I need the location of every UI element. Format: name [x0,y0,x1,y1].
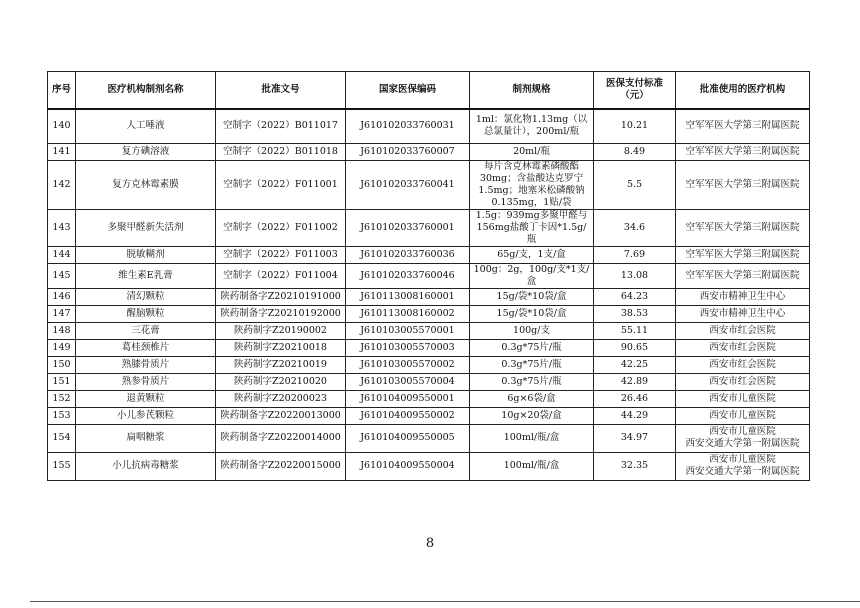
insurance-code: J610102033760001 [346,209,470,246]
insurance-code: J610104009550004 [346,452,470,480]
drug-name: 维生素E乳膏 [76,263,216,288]
specification: 10g×20袋/盒 [470,407,594,424]
table-row [48,407,810,424]
insurance-code: J610102033760031 [346,109,470,143]
specification: 0.3g*75片/瓶 [470,373,594,390]
approved-institution: 西安市红会医院 [676,356,810,373]
specification: 1.5g：939mg多聚甲醛与156mg盐酸丁卡因*1.5g/瓶 [470,209,594,246]
insurance-code: J610102033760036 [346,246,470,263]
drug-name: 复方克林霉素膜 [76,160,216,209]
payment-standard: 10.21 [594,109,676,143]
table-row [48,143,810,160]
approved-institution: 空军军医大学第三附属医院 [676,209,810,246]
row-index: 152 [48,390,76,407]
header-code: 国家医保编码 [346,72,470,110]
table-row [48,288,810,305]
insurance-code: J610102033760046 [346,263,470,288]
approval-number: 空制字（2022）B011018 [216,143,346,160]
specification: 100ml/瓶/盒 [470,452,594,480]
payment-standard: 44.29 [594,407,676,424]
specification: 15g/袋*10袋/盒 [470,288,594,305]
insurance-code: J610102033760007 [346,143,470,160]
approval-number: 陕药制备字Z20210191000 [216,288,346,305]
approval-number: 陕药制字Z20210020 [216,373,346,390]
row-index: 153 [48,407,76,424]
table-row [48,209,810,246]
approval-number: 空制字（2022）B011017 [216,109,346,143]
approved-institution: 西安市精神卫生中心 [676,288,810,305]
header-spec: 制剂规格 [470,72,594,110]
drug-name: 清幻颗粒 [76,288,216,305]
approval-number: 陕药制备字Z20210192000 [216,305,346,322]
payment-standard: 42.89 [594,373,676,390]
row-index: 154 [48,424,76,452]
drug-name: 醒脑颗粒 [76,305,216,322]
drug-name: 退黄颗粒 [76,390,216,407]
approved-institution: 西安市红会医院 [676,322,810,339]
table-body [48,109,810,480]
payment-standard: 13.08 [594,263,676,288]
row-index: 145 [48,263,76,288]
approved-institution: 空军军医大学第三附属医院 [676,263,810,288]
row-index: 148 [48,322,76,339]
row-index: 142 [48,160,76,209]
approved-institution: 空军军医大学第三附属医院 [676,109,810,143]
table-row [48,452,810,480]
payment-standard: 34.97 [594,424,676,452]
payment-standard: 8.49 [594,143,676,160]
drug-name: 复方碘溶液 [76,143,216,160]
medical-preparation-table [47,71,810,481]
specification: 每片含克林霉素磷酸酯30mg；含盐酸达克罗宁1.5mg；地塞米松磷酸钠0.135mg，1贴/袋 [470,160,594,209]
payment-standard: 64.23 [594,288,676,305]
row-index: 151 [48,373,76,390]
approved-institution: 空军军医大学第三附属医院 [676,246,810,263]
page-number: 8 [425,536,435,551]
approval-number: 空制字（2022）F011001 [216,160,346,209]
approved-institution: 西安市儿童医院 西安交通大学第一附属医院 [676,424,810,452]
header-name: 医疗机构制剂名称 [76,72,216,110]
insurance-code: J610103005570001 [346,322,470,339]
row-index: 155 [48,452,76,480]
specification: 0.3g*75片/瓶 [470,356,594,373]
insurance-code: J610113008160001 [346,288,470,305]
table-row [48,356,810,373]
payment-standard: 26.46 [594,390,676,407]
approved-institution: 西安市精神卫生中心 [676,305,810,322]
row-index: 146 [48,288,76,305]
header-institution: 批准使用的医疗机构 [676,72,810,110]
drug-name: 多聚甲醛新失活剂 [76,209,216,246]
table-row [48,246,810,263]
payment-standard: 5.5 [594,160,676,209]
row-index: 141 [48,143,76,160]
approval-number: 陕药制字Z20210018 [216,339,346,356]
header-price: 医保支付标准 （元） [594,72,676,110]
payment-standard: 38.53 [594,305,676,322]
insurance-code: J610113008160002 [346,305,470,322]
insurance-code: J610104009550002 [346,407,470,424]
approval-number: 陕药制备字Z20220015000 [216,452,346,480]
drug-name: 小儿抗病毒糖浆 [76,452,216,480]
drug-name: 脱敏糊剂 [76,246,216,263]
specification: 65g/支，1支/盒 [470,246,594,263]
table-row [48,390,810,407]
approved-institution: 西安市儿童医院 [676,407,810,424]
specification: 1ml：氯化物1.13mg（以总氯量计），200ml/瓶 [470,109,594,143]
payment-standard: 42.25 [594,356,676,373]
table-row [48,424,810,452]
approval-number: 空制字（2022）F011002 [216,209,346,246]
payment-standard: 32.35 [594,452,676,480]
row-index: 150 [48,356,76,373]
approved-institution: 西安市儿童医院 西安交通大学第一附属医院 [676,452,810,480]
table-row [48,322,810,339]
row-index: 143 [48,209,76,246]
payment-standard: 90.65 [594,339,676,356]
table-header [48,72,810,110]
insurance-code: J610103005570004 [346,373,470,390]
insurance-code: J610104009550005 [346,424,470,452]
approved-institution: 西安市儿童医院 [676,390,810,407]
row-index: 140 [48,109,76,143]
approved-institution: 西安市红会医院 [676,339,810,356]
drug-name: 熟参骨质片 [76,373,216,390]
table-row [48,109,810,143]
insurance-code: J610102033760041 [346,160,470,209]
table-row [48,305,810,322]
approval-number: 陕药制字Z20190002 [216,322,346,339]
table-row [48,160,810,209]
approval-number: 陕药制备字Z20220014000 [216,424,346,452]
specification: 100g：2g，100g/支*1支/盒 [470,263,594,288]
table-row [48,339,810,356]
approved-institution: 空军军医大学第三附属医院 [676,160,810,209]
approval-number: 陕药制字Z20210019 [216,356,346,373]
insurance-code: J610104009550001 [346,390,470,407]
approved-institution: 西安市红会医院 [676,373,810,390]
row-index: 147 [48,305,76,322]
row-index: 144 [48,246,76,263]
approved-institution: 空军军医大学第三附属医院 [676,143,810,160]
drug-name: 葛桂颈椎片 [76,339,216,356]
drug-name: 人工唾液 [76,109,216,143]
approval-number: 空制字（2022）F011003 [216,246,346,263]
specification: 100ml/瓶/盒 [470,424,594,452]
approval-number: 陕药制字Z20200023 [216,390,346,407]
approval-number: 空制字（2022）F011004 [216,263,346,288]
header-index: 序号 [48,72,76,110]
insurance-code: J610103005570003 [346,339,470,356]
specification: 15g/袋*10袋/盒 [470,305,594,322]
specification: 20ml/瓶 [470,143,594,160]
drug-name: 小儿参芪颗粒 [76,407,216,424]
insurance-code: J610103005570002 [346,356,470,373]
payment-standard: 55.11 [594,322,676,339]
bottom-divider [30,601,860,602]
specification: 0.3g*75片/瓶 [470,339,594,356]
drug-name: 熟膝骨质片 [76,356,216,373]
payment-standard: 7.69 [594,246,676,263]
specification: 100g/支 [470,322,594,339]
table-row [48,263,810,288]
table-row [48,373,810,390]
specification: 6g×6袋/盒 [470,390,594,407]
drug-name: 扁咽糖浆 [76,424,216,452]
approval-number: 陕药制备字Z20220013000 [216,407,346,424]
header-approval: 批准文号 [216,72,346,110]
payment-standard: 34.6 [594,209,676,246]
row-index: 149 [48,339,76,356]
drug-name: 三花膏 [76,322,216,339]
